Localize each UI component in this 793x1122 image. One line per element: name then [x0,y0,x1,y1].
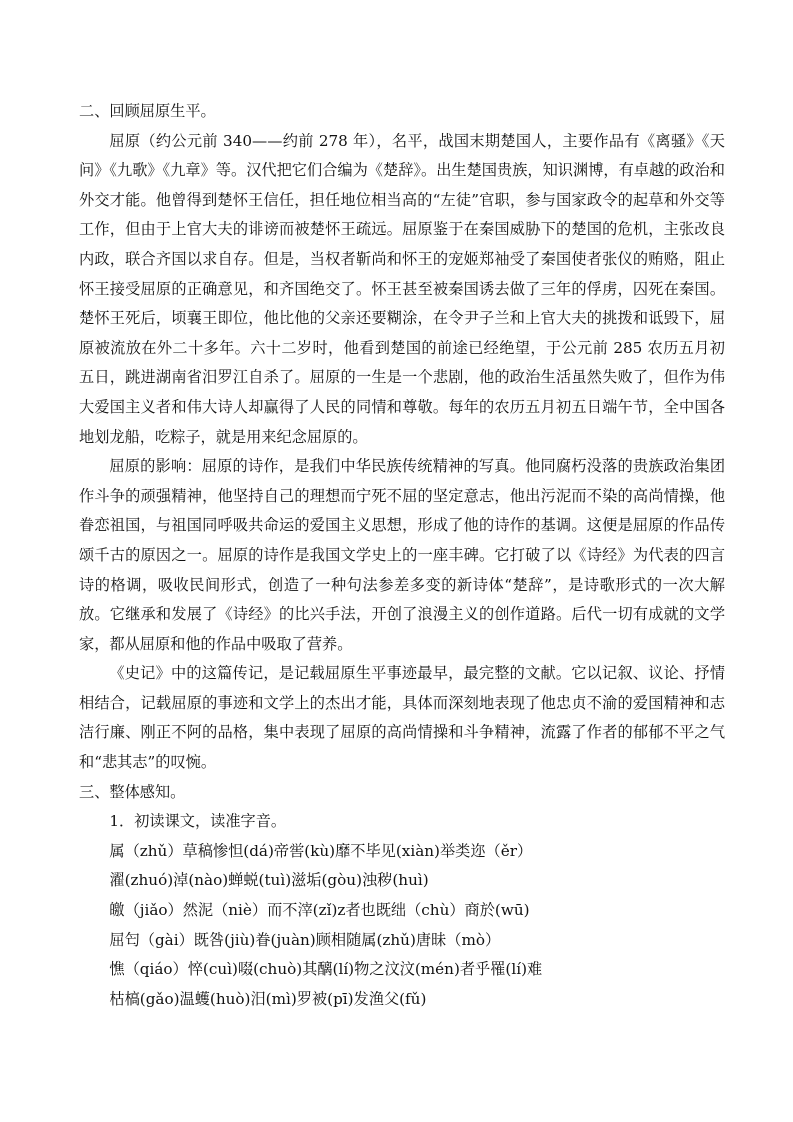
vocab-line-4: 屈匄（gài）既咎(jiù)眷(juàn)顾相随属(zhǔ)唐昧（mò） [109,930,501,949]
paragraph-shiji: 《史记》中的这篇传记，是记载屈原生平事迹最早，最完整的文献。它以记叙、议论、抒情相结合，记载屈原的事迹和文学上的杰出才能，具体而深刻地表现了他忠贞不渝的爱国精神和志洁行廉、刚正不阿的品格，集中表现了屈原的高尚情操和斗争精神，流露了作者的郁郁不平之气和“悲其志”的叹惋。 [79,664,725,772]
document-page [79,97,725,1014]
vocab-line-6: 枯槁(gǎo)温蠖(huò)汨(mì)罗被(pī)发渔父(fǔ) [109,989,427,1008]
vocab-line-5: 憔（qiáo）悴(cuì)啜(chuò)其醨(lí)物之汶汶(mén)者乎罹(lí)难 [109,960,543,979]
paragraph-influence: 屈原的影响：屈原的诗作，是我们中华民族传统精神的写真。他同腐朽没落的贵族政治集团作斗争的顽强精神，他坚持自己的理想而宁死不屈的坚定意志，他出污泥而不染的高尚情操，他眷恋祖国，与祖国同呼吸共命运的爱国主义思想，形成了他的诗作的基调。这便是屈原的作品传颂千古的原因之一。屈原的诗作是我国文学史上的一座丰碑。它打破了以《诗经》为代表的四言诗的格调，吸收民间形式，创造了一种句法参差多变的新诗体“楚辞”，是诗歌形式的一次大解放。它继承和发展了《诗经》的比兴手法，开创了浪漫主义的创作道路。后代一切有成就的文学家，都从屈原和他的作品中吸取了营养。 [79,457,725,653]
vocab-line-3: 皦（jiǎo）然泥（niè）而不滓(zǐ)z者也既绌（chù）商於(wū) [109,901,530,920]
section-heading-overview: 三、整体感知。 [79,782,186,801]
paragraph-biography: 屈原（约公元前 340——约前 278 年），名平，战国末期楚国人，主要作品有《离骚》《天问》《九歌》《九章》等。汉代把它们合编为《楚辞》。出生楚国贵族，知识渊博，有卓越的政治和外交才能。他曾得到楚怀王信任，担任地位相当高的“左徒”官职，参与国家政令的起草和外交等工作，但由于上官大夫的诽谤而被楚怀王疏远。屈原鉴于在秦国威胁下的楚国的危机，主张改良内政，联合齐国以求自存。但是，当权者靳尚和怀王的宠姬郑袖受了秦国使者张仪的贿赂，阻止怀王接受屈原的正确意见，和齐国绝交了。怀王甚至被秦国诱去做了三年的俘虏，囚死在秦国。楚怀王死后，顷襄王即位，他比他的父亲还要糊涂，在令尹子兰和上官大夫的挑拨和诋毁下，屈原被流放在外二十多年。六十二岁时，他看到楚国的前途已经绝望，于公元前 285 农历五月初五日，跳进湖南省汨罗江自杀了。屈原的一生是一个悲剧，他的政治生活虽然失败了，但作为伟大爱国主义者和伟大诗人却赢得了人民的同情和尊敬。每年的农历五月初五日端午节，全中国各地划龙船，吃粽子，就是用来纪念屈原的。 [79,131,725,446]
section-heading-biography: 二、回顾屈原生平。 [79,102,216,120]
vocab-line-2: 濯(zhuó)淖(nào)蝉蜕(tuì)滋垢(gòu)浊秽(huì) [109,871,429,890]
step-first-reading: 1．初读课文，读准字音。 [109,812,287,831]
vocab-line-1: 属（zhǔ）草稿惨怛(dá)帝喾(kù)靡不毕见(xiàn)举类迩（ěr） [109,841,533,860]
